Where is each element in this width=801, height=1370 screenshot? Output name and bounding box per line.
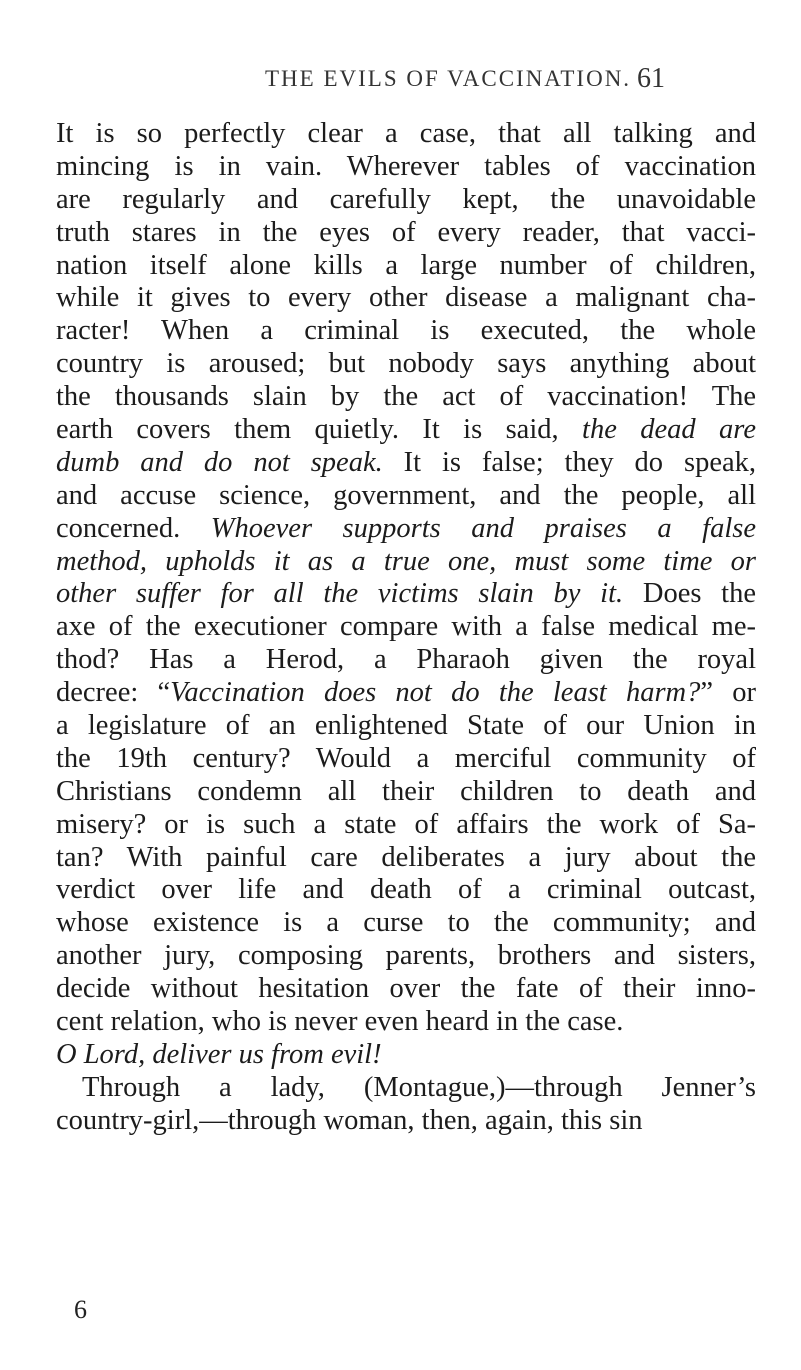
text-line	[56, 611, 756, 644]
text-line	[56, 151, 756, 184]
text-segment: decide without hesitation over the fate of their inno-	[56, 973, 756, 1005]
text-line	[56, 513, 756, 546]
text-segment: cent relation, who is never even heard in the case.	[56, 1006, 624, 1038]
text-segment: verdict over life and death of a criminal outcast,	[56, 874, 756, 906]
text-segment: are regularly and carefully kept, the unavoidable	[56, 183, 756, 215]
text-line	[56, 973, 756, 1006]
text-line	[56, 907, 756, 940]
text-segment: thod? Has a Herod, a Pharaoh given the royal	[56, 644, 756, 676]
text-segment: It is false; they do speak,	[382, 446, 756, 478]
italic-text: the dead are	[582, 414, 756, 446]
text-line	[56, 217, 756, 250]
text-line	[56, 809, 756, 842]
text-line	[56, 710, 756, 743]
text-line	[56, 546, 756, 579]
text-segment: It is so perfectly clear a case, that all talking and	[56, 118, 756, 149]
text-segment: another jury, composing parents, brothers and sisters,	[56, 940, 756, 972]
text-segment: Through a lady, (Montague,)—through Jenner’s	[82, 1071, 756, 1103]
text-segment: concerned.	[56, 512, 211, 544]
text-line	[56, 1006, 756, 1039]
text-segment: racter! When a criminal is executed, the whole	[56, 315, 756, 347]
text-segment: whose existence is a curse to the community; and	[56, 907, 756, 939]
text-segment: axe of the executioner compare with a false medical me-	[56, 611, 756, 643]
text-segment: while it gives to every other disease a malignant cha-	[56, 282, 756, 314]
running-head: THE EVILS OF VACCINATION.	[265, 66, 632, 91]
text-line	[56, 842, 756, 875]
italic-text: Vaccination does not do the least harm?	[170, 677, 701, 709]
text-line	[56, 250, 756, 283]
text-line	[56, 184, 756, 217]
text-line	[56, 381, 756, 414]
text-segment: Christians condemn all their children to death and	[56, 775, 756, 807]
italic-text: O Lord, deliver us from evil!	[56, 1038, 382, 1070]
text-line	[56, 447, 756, 480]
text-segment: country-girl,—through woman, then, again, this sin	[56, 1104, 643, 1136]
text-segment: a legislature of an enlightened State of our Union in	[56, 710, 756, 742]
text-line	[56, 315, 756, 348]
text-segment: and accuse science, government, and the people, all	[56, 479, 756, 511]
text-segment: the thousands slain by the act of vaccination! The	[56, 381, 756, 413]
text-line	[56, 677, 756, 710]
text-segment: tan? With painful care deliberates a jury about the	[56, 841, 756, 873]
text-segment: misery? or is such a state of affairs the work of Sa-	[56, 808, 756, 840]
text-line	[56, 414, 756, 447]
text-line	[56, 1072, 756, 1105]
text-segment: nation itself alone kills a large number of children,	[56, 249, 756, 281]
italic-text: other suffer for all the victims slain by it.	[56, 578, 624, 610]
text-line	[56, 644, 756, 677]
text-segment: country is aroused; but nobody says anything about	[56, 348, 756, 380]
body-text	[56, 118, 756, 1138]
text-segment: ” or	[700, 677, 757, 709]
text-line	[56, 874, 756, 907]
italic-text: dumb and do not speak.	[56, 446, 383, 478]
text-segment: the 19th century? Would a merciful community of	[56, 742, 756, 774]
text-line	[56, 1105, 756, 1138]
text-line	[56, 348, 756, 381]
italic-text: method, upholds it as a true one, must some time or	[56, 545, 756, 577]
text-line	[56, 743, 756, 776]
text-line	[56, 776, 756, 809]
text-segment: mincing is in vain. Wherever tables of vaccination	[56, 150, 756, 182]
page-number: 61	[637, 63, 665, 94]
text-line	[56, 480, 756, 513]
text-segment: decree: “	[56, 677, 171, 709]
text-line	[56, 940, 756, 973]
italic-text: Whoever supports and praises a false	[210, 512, 757, 544]
text-segment: Does the	[623, 578, 756, 610]
text-line	[56, 1039, 756, 1072]
page-header	[265, 63, 665, 98]
text-segment: truth stares in the eyes of every reader, that vacci-	[56, 216, 756, 248]
signature-mark: 6	[74, 1295, 87, 1324]
text-segment: earth covers them quietly. It is said,	[56, 414, 583, 446]
text-line	[56, 282, 756, 315]
text-line	[56, 118, 756, 151]
text-line	[56, 578, 756, 611]
